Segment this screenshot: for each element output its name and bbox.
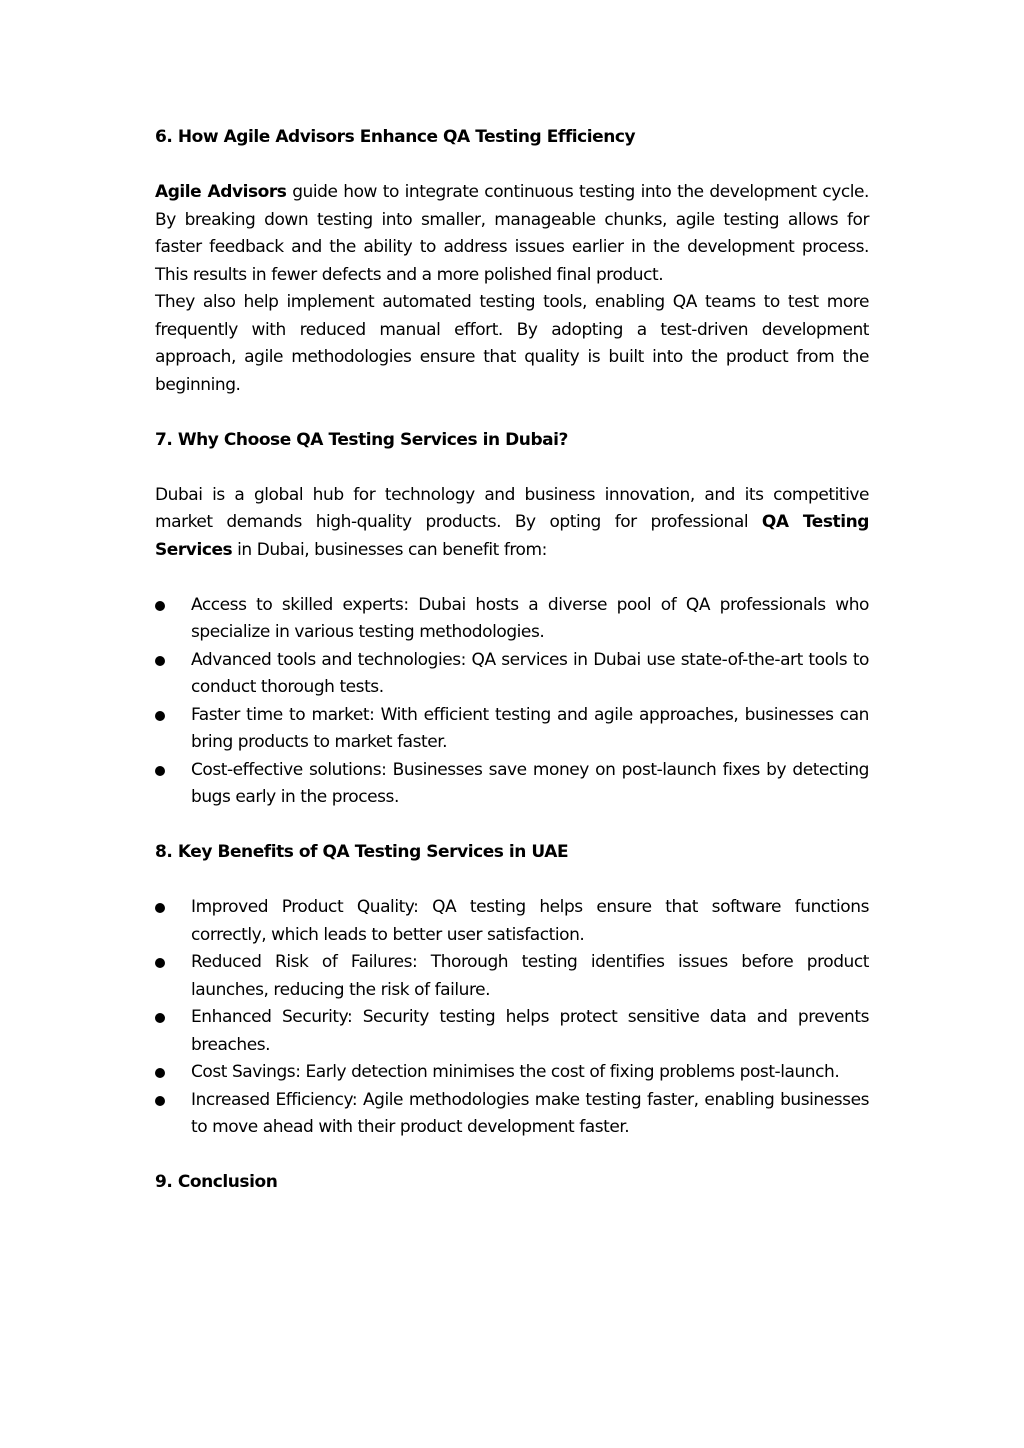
section-9-heading: 9. Conclusion (155, 1172, 278, 1192)
list-item-text: Advanced tools and technologies: QA services in Dubai use state-of-the-art tools to conduct thorough tests. (191, 649, 869, 697)
bullet-icon (155, 656, 165, 666)
spacer (155, 812, 869, 840)
section-8-heading: 8. Key Benefits of QA Testing Services in UAE (155, 842, 569, 862)
list-item (155, 1087, 869, 1142)
list-item-text: Faster time to market: With efficient testing and agile approaches, businesses can bring products to market faster. (191, 704, 869, 752)
list-item (155, 757, 869, 812)
list-item (155, 592, 869, 647)
list-item (155, 1004, 869, 1059)
section-6-heading: 6. How Agile Advisors Enhance QA Testing Efficiency (155, 127, 636, 147)
bullet-icon (155, 1013, 165, 1023)
section-6-paragraph-1-text: guide how to integrate continuous testing into the development cycle. By breaking down testing into smaller, manageable chunks, agile testing allows for faster feedback and the ability to address issues earlier in the development process. This results in fewer defects and a more polished final product. (155, 182, 869, 285)
section-7-list (155, 592, 869, 812)
list-item-text: Access to skilled experts: Dubai hosts a diverse pool of QA professionals who specialize in various testing methodologies. (191, 594, 869, 642)
spacer (155, 399, 869, 427)
section-6-paragraph-2: They also help implement automated testing tools, enabling QA teams to test more frequently with reduced manual effort. By adopting a test-driven development approach, agile methodologies ensure that quality is built into the product from the beginning. (155, 292, 869, 395)
list-item-text: Cost-effective solutions: Businesses save money on post-launch fixes by detecting bugs early in the process. (191, 759, 869, 807)
list-item (155, 949, 869, 1004)
agile-advisors-bold: Agile Advisors (155, 182, 287, 202)
list-item (155, 702, 869, 757)
section-7-heading: 7. Why Choose QA Testing Services in Dubai? (155, 429, 568, 450)
bullet-icon (155, 1068, 165, 1078)
list-item (155, 1059, 869, 1087)
spacer (155, 1142, 869, 1170)
spacer (155, 454, 869, 482)
spacer (155, 564, 869, 592)
section-7-intro-tail: in Dubai, businesses can benefit from: (232, 539, 547, 560)
bullet-icon (155, 1096, 165, 1106)
list-item-text: Enhanced Security: Security testing helps protect sensitive data and prevents breaches. (191, 1007, 869, 1055)
list-item-text: Improved Product Quality: QA testing helps ensure that software functions correctly, which leads to better user satisfaction. (191, 897, 869, 945)
qa-testing-services-bold: QA Testing Services (155, 512, 869, 560)
spacer (155, 867, 869, 895)
bullet-icon (155, 601, 165, 611)
list-item (155, 647, 869, 702)
document-page (155, 124, 869, 1197)
spacer (155, 152, 869, 180)
section-8-list (155, 894, 869, 1142)
list-item (155, 894, 869, 949)
section-7-intro-text: Dubai is a global hub for technology and business innovation, and its competitive market demands high-quality products. By opting for professional (155, 484, 869, 532)
bullet-icon (155, 958, 165, 968)
bullet-icon (155, 766, 165, 776)
section-7-intro (155, 482, 869, 565)
bullet-icon (155, 903, 165, 913)
list-item-text: Increased Efficiency: Agile methodologies make testing faster, enabling businesses to move ahead with their product development faster. (191, 1089, 869, 1137)
section-6-paragraph-1 (155, 179, 869, 289)
list-item-text: Reduced Risk of Failures: Thorough testing identifies issues before product launches, reducing the risk of failure. (191, 952, 869, 1000)
bullet-icon (155, 711, 165, 721)
list-item-text: Cost Savings: Early detection minimises the cost of fixing problems post-launch. (191, 1062, 840, 1082)
